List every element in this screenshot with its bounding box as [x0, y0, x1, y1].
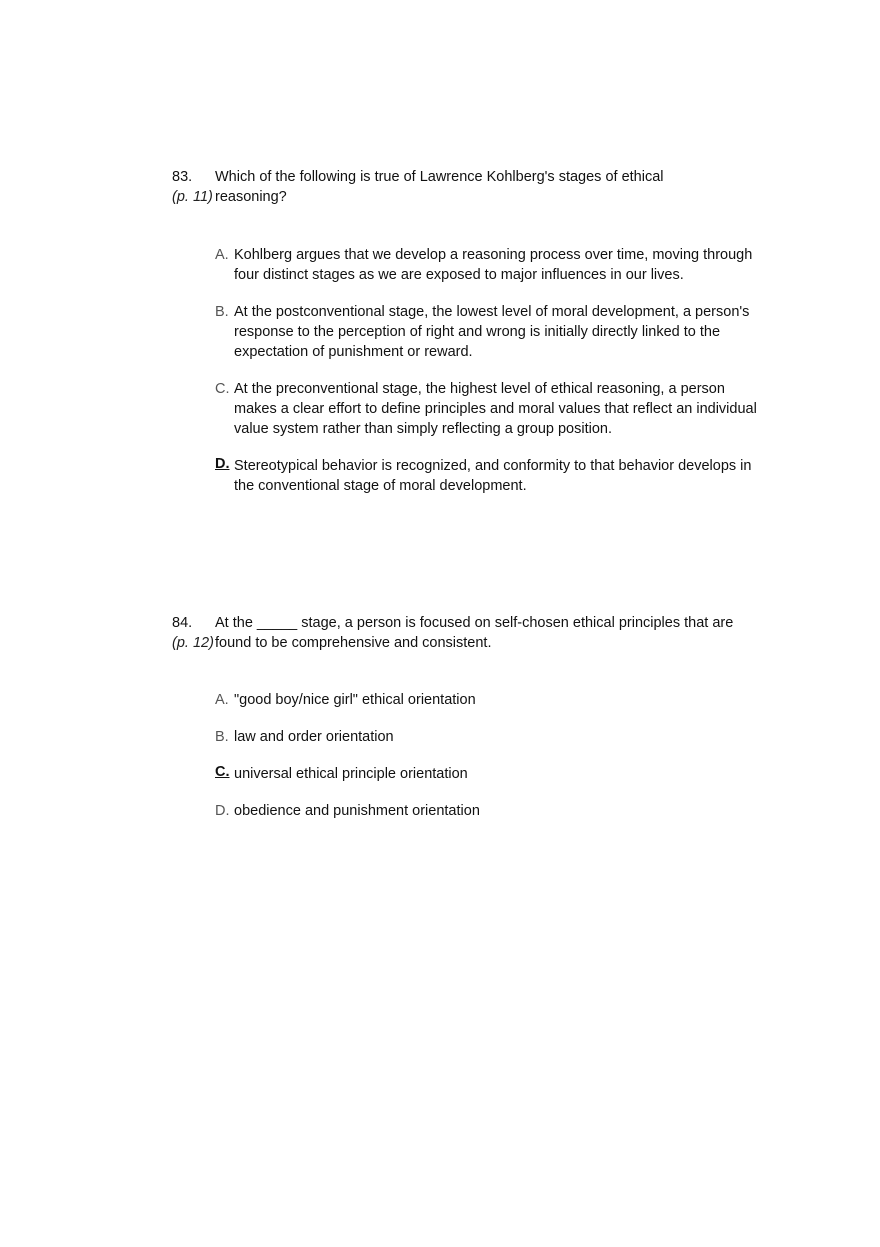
answer-option-d-correct[interactable] — [215, 456, 760, 496]
question-number: 84. — [172, 615, 193, 631]
option-letter: A. — [215, 692, 229, 708]
answer-option-a[interactable] — [215, 245, 760, 285]
question-text-line-2: reasoning? — [215, 189, 287, 205]
answer-option-c-correct[interactable] — [215, 764, 760, 784]
answer-option-b[interactable] — [215, 727, 760, 747]
question-number: 83. — [172, 169, 193, 185]
correct-option-letter: C. — [215, 764, 230, 780]
option-text: universal ethical principle orientation — [234, 766, 468, 782]
answer-option-c[interactable] — [215, 379, 760, 439]
option-text: Kohlberg argues that we develop a reasoning process over time, moving through four distinct stages as we are exposed to major influences in our lives. — [234, 247, 753, 283]
question-text-line-1: At the _____ stage, a person is focused on self-chosen ethical principles that are — [215, 615, 734, 631]
question-83 — [172, 167, 772, 207]
answer-option-b[interactable] — [215, 302, 760, 362]
option-text: At the preconventional stage, the highest level of ethical reasoning, a person makes a clear effort to define principles and moral values that reflect an individual value system rather than simply reflecting a group position. — [234, 381, 757, 437]
answer-option-a[interactable] — [215, 690, 760, 710]
question-84 — [172, 613, 772, 653]
page-reference: (p. 12) — [172, 635, 214, 651]
option-text: Stereotypical behavior is recognized, and conformity to that behavior develops in the conventional stage of moral development. — [234, 458, 752, 494]
option-text: "good boy/nice girl" ethical orientation — [234, 692, 476, 708]
page-reference: (p. 11) — [172, 189, 213, 205]
question-text-line-2: found to be comprehensive and consistent. — [215, 635, 492, 651]
correct-option-letter: D. — [215, 456, 230, 472]
question-stem-line-1 — [172, 613, 772, 633]
question-stem-line-2 — [172, 633, 772, 653]
answer-options-84 — [215, 690, 760, 821]
option-letter: D. — [215, 803, 230, 819]
option-text: obedience and punishment orientation — [234, 803, 480, 819]
option-letter: B. — [215, 304, 229, 320]
option-letter: B. — [215, 729, 229, 745]
option-letter: C. — [215, 381, 230, 397]
question-stem-line-1 — [172, 167, 772, 187]
answer-option-d[interactable] — [215, 801, 760, 821]
option-text: law and order orientation — [234, 729, 394, 745]
option-text: At the postconventional stage, the lowest level of moral development, a person's response to the perception of right and wrong is initially directly linked to the expectation of punishment or reward. — [234, 304, 750, 360]
question-stem-line-2 — [172, 187, 772, 207]
option-letter: A. — [215, 247, 229, 263]
answer-options-83 — [215, 245, 760, 496]
question-text-line-1: Which of the following is true of Lawrence Kohlberg's stages of ethical — [215, 169, 664, 185]
